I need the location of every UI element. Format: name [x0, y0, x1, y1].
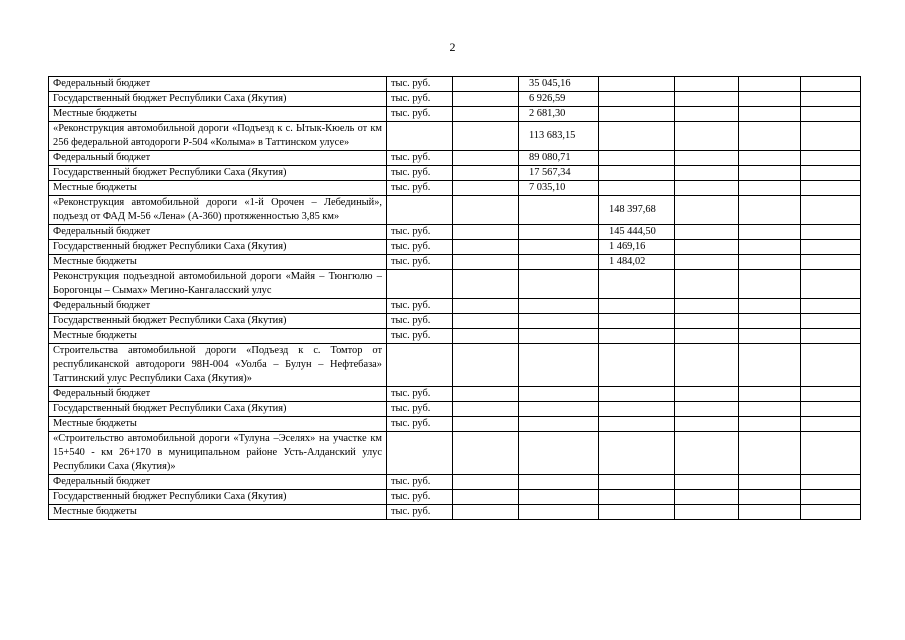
value-cell	[675, 432, 739, 475]
budget-source-cell: Местные бюджеты	[49, 329, 387, 344]
budget-source-cell: Федеральный бюджет	[49, 225, 387, 240]
budget-row	[49, 314, 861, 329]
value-cell	[739, 107, 801, 122]
value-cell	[519, 225, 599, 240]
value-cell	[801, 255, 861, 270]
budget-row	[49, 329, 861, 344]
value-cell	[675, 299, 739, 314]
value-cell	[801, 475, 861, 490]
budget-row	[49, 402, 861, 417]
project-row	[49, 122, 861, 151]
value-cell	[599, 475, 675, 490]
budget-source-cell: Федеральный бюджет	[49, 299, 387, 314]
value-cell	[739, 329, 801, 344]
value-cell	[599, 432, 675, 475]
budget-row	[49, 107, 861, 122]
value-cell: 89 080,71	[519, 151, 599, 166]
budget-table	[48, 76, 861, 520]
value-cell	[519, 475, 599, 490]
value-cell	[599, 490, 675, 505]
value-cell	[519, 255, 599, 270]
unit-cell: тыс. руб.	[387, 417, 453, 432]
value-cell	[675, 417, 739, 432]
value-cell	[739, 122, 801, 151]
value-cell	[739, 151, 801, 166]
value-cell	[801, 387, 861, 402]
budget-row	[49, 92, 861, 107]
value-cell	[599, 299, 675, 314]
budget-source-cell: Государственный бюджет Республики Саха (Якутия)	[49, 402, 387, 417]
value-cell	[453, 490, 519, 505]
value-cell	[739, 387, 801, 402]
value-cell	[519, 270, 599, 299]
value-cell	[675, 314, 739, 329]
value-cell	[519, 417, 599, 432]
value-cell	[675, 107, 739, 122]
value-cell	[599, 151, 675, 166]
value-cell	[739, 417, 801, 432]
value-cell	[599, 77, 675, 92]
value-cell	[739, 432, 801, 475]
unit-cell: тыс. руб.	[387, 402, 453, 417]
project-name-cell: «Строительство автомобильной дороги «Тулуна –Эселях» на участке км 15+540 - км 26+170 в муниципальном районе Усть-Алданский улус Республики Саха (Якутия)»	[49, 432, 387, 475]
value-cell	[453, 299, 519, 314]
value-cell	[739, 225, 801, 240]
budget-row	[49, 505, 861, 520]
budget-source-cell: Местные бюджеты	[49, 417, 387, 432]
value-cell	[739, 475, 801, 490]
budget-row	[49, 490, 861, 505]
value-cell	[675, 122, 739, 151]
value-cell	[801, 151, 861, 166]
value-cell	[453, 240, 519, 255]
budget-row	[49, 299, 861, 314]
budget-row	[49, 225, 861, 240]
value-cell	[801, 166, 861, 181]
unit-cell	[387, 344, 453, 387]
value-cell	[675, 77, 739, 92]
value-cell	[675, 225, 739, 240]
value-cell	[739, 270, 801, 299]
project-row	[49, 344, 861, 387]
value-cell	[675, 151, 739, 166]
value-cell	[453, 92, 519, 107]
value-cell	[453, 107, 519, 122]
unit-cell: тыс. руб.	[387, 240, 453, 255]
value-cell	[519, 344, 599, 387]
value-cell	[599, 402, 675, 417]
value-cell	[453, 77, 519, 92]
value-cell	[599, 329, 675, 344]
value-cell	[739, 196, 801, 225]
page-number: 2	[449, 40, 456, 54]
unit-cell	[387, 270, 453, 299]
value-cell	[801, 92, 861, 107]
table-body	[49, 77, 861, 520]
value-cell	[675, 387, 739, 402]
value-cell	[599, 270, 675, 299]
value-cell	[801, 432, 861, 475]
value-cell: 17 567,34	[519, 166, 599, 181]
budget-source-cell: Федеральный бюджет	[49, 77, 387, 92]
project-name-cell: «Реконструкция автомобильной дороги «1-й Орочен – Лебединый», подъезд от ФАД М-56 «Лена» (А-360) протяженностью 3,85 км»	[49, 196, 387, 225]
value-cell	[801, 240, 861, 255]
value-cell	[453, 344, 519, 387]
unit-cell: тыс. руб.	[387, 77, 453, 92]
value-cell	[599, 314, 675, 329]
unit-cell: тыс. руб.	[387, 225, 453, 240]
value-cell	[675, 505, 739, 520]
unit-cell: тыс. руб.	[387, 314, 453, 329]
value-cell	[453, 270, 519, 299]
unit-cell: тыс. руб.	[387, 490, 453, 505]
value-cell	[801, 329, 861, 344]
value-cell	[801, 122, 861, 151]
value-cell	[801, 417, 861, 432]
value-cell	[453, 314, 519, 329]
value-cell	[453, 225, 519, 240]
project-name-cell: Строительства автомобильной дороги «Подъезд к с. Томтор от республиканской автодороги 98Н-004 «Уолба – Булун – Нефтебаза» Таттинский улус Республики Саха (Якутия)»	[49, 344, 387, 387]
budget-row	[49, 417, 861, 432]
unit-cell: тыс. руб.	[387, 107, 453, 122]
value-cell	[675, 181, 739, 196]
value-cell	[453, 166, 519, 181]
budget-source-cell: Местные бюджеты	[49, 255, 387, 270]
value-cell	[519, 299, 599, 314]
value-cell	[599, 417, 675, 432]
budget-source-cell: Государственный бюджет Республики Саха (Якутия)	[49, 240, 387, 255]
value-cell	[519, 505, 599, 520]
value-cell	[519, 314, 599, 329]
value-cell	[801, 505, 861, 520]
budget-source-cell: Государственный бюджет Республики Саха (Якутия)	[49, 490, 387, 505]
project-row	[49, 432, 861, 475]
project-row	[49, 270, 861, 299]
value-cell	[801, 402, 861, 417]
value-cell	[599, 387, 675, 402]
value-cell	[453, 255, 519, 270]
budget-row	[49, 387, 861, 402]
value-cell	[675, 329, 739, 344]
value-cell	[453, 402, 519, 417]
unit-cell: тыс. руб.	[387, 166, 453, 181]
value-cell	[801, 344, 861, 387]
value-cell	[801, 181, 861, 196]
value-cell	[801, 225, 861, 240]
value-cell	[599, 122, 675, 151]
budget-row	[49, 151, 861, 166]
value-cell: 6 926,59	[519, 92, 599, 107]
unit-cell	[387, 432, 453, 475]
value-cell	[801, 196, 861, 225]
value-cell	[453, 387, 519, 402]
value-cell	[801, 270, 861, 299]
budget-row	[49, 181, 861, 196]
budget-source-cell: Государственный бюджет Республики Саха (Якутия)	[49, 314, 387, 329]
value-cell	[739, 505, 801, 520]
unit-cell: тыс. руб.	[387, 255, 453, 270]
value-cell	[675, 475, 739, 490]
budget-row	[49, 166, 861, 181]
value-cell	[675, 255, 739, 270]
value-cell	[675, 196, 739, 225]
unit-cell: тыс. руб.	[387, 329, 453, 344]
value-cell	[519, 196, 599, 225]
value-cell	[801, 314, 861, 329]
unit-cell: тыс. руб.	[387, 151, 453, 166]
project-name-cell: Реконструкция подъездной автомобильной дороги «Майя – Тюнгюлю – Борогонцы – Сымах» Мегино-Кангаласский улус	[49, 270, 387, 299]
value-cell	[453, 122, 519, 151]
value-cell	[801, 490, 861, 505]
unit-cell: тыс. руб.	[387, 299, 453, 314]
budget-source-cell: Федеральный бюджет	[49, 387, 387, 402]
value-cell	[801, 107, 861, 122]
value-cell	[599, 344, 675, 387]
budget-row	[49, 77, 861, 92]
value-cell	[599, 92, 675, 107]
value-cell	[453, 196, 519, 225]
budget-source-cell: Федеральный бюджет	[49, 475, 387, 490]
value-cell: 2 681,30	[519, 107, 599, 122]
value-cell	[675, 344, 739, 387]
value-cell: 113 683,15	[519, 122, 599, 151]
value-cell	[739, 77, 801, 92]
unit-cell: тыс. руб.	[387, 387, 453, 402]
unit-cell: тыс. руб.	[387, 475, 453, 490]
value-cell	[453, 181, 519, 196]
project-row	[49, 196, 861, 225]
value-cell	[739, 299, 801, 314]
value-cell	[675, 270, 739, 299]
value-cell: 145 444,50	[599, 225, 675, 240]
value-cell	[453, 417, 519, 432]
value-cell	[739, 240, 801, 255]
value-cell	[739, 314, 801, 329]
value-cell	[519, 432, 599, 475]
budget-source-cell: Местные бюджеты	[49, 181, 387, 196]
unit-cell: тыс. руб.	[387, 505, 453, 520]
unit-cell: тыс. руб.	[387, 92, 453, 107]
value-cell: 1 469,16	[599, 240, 675, 255]
budget-source-cell: Государственный бюджет Республики Саха (Якутия)	[49, 166, 387, 181]
value-cell	[519, 490, 599, 505]
value-cell	[599, 107, 675, 122]
value-cell	[519, 402, 599, 417]
value-cell	[599, 166, 675, 181]
budget-source-cell: Государственный бюджет Республики Саха (Якутия)	[49, 92, 387, 107]
value-cell	[675, 402, 739, 417]
value-cell: 35 045,16	[519, 77, 599, 92]
value-cell	[739, 166, 801, 181]
value-cell	[801, 299, 861, 314]
value-cell	[739, 344, 801, 387]
budget-source-cell: Местные бюджеты	[49, 505, 387, 520]
unit-cell: тыс. руб.	[387, 181, 453, 196]
value-cell	[739, 402, 801, 417]
budget-row	[49, 240, 861, 255]
value-cell	[675, 240, 739, 255]
value-cell: 148 397,68	[599, 196, 675, 225]
value-cell	[453, 475, 519, 490]
value-cell	[801, 77, 861, 92]
value-cell	[675, 166, 739, 181]
value-cell	[599, 181, 675, 196]
value-cell	[739, 490, 801, 505]
value-cell	[599, 505, 675, 520]
value-cell	[519, 387, 599, 402]
value-cell	[519, 240, 599, 255]
budget-source-cell: Федеральный бюджет	[49, 151, 387, 166]
value-cell	[739, 255, 801, 270]
value-cell	[675, 490, 739, 505]
value-cell	[453, 505, 519, 520]
value-cell	[675, 92, 739, 107]
value-cell	[453, 151, 519, 166]
unit-cell	[387, 196, 453, 225]
value-cell	[739, 181, 801, 196]
budget-row	[49, 475, 861, 490]
value-cell	[453, 329, 519, 344]
value-cell	[519, 329, 599, 344]
value-cell: 7 035,10	[519, 181, 599, 196]
unit-cell	[387, 122, 453, 151]
project-name-cell: «Реконструкция автомобильной дороги «Подъезд к с. Ытык-Кюель от км 256 федеральной автодороги Р-504 «Колыма» в Таттинском улусе»	[49, 122, 387, 151]
budget-source-cell: Местные бюджеты	[49, 107, 387, 122]
budget-row	[49, 255, 861, 270]
value-cell	[739, 92, 801, 107]
value-cell	[453, 432, 519, 475]
value-cell: 1 484,02	[599, 255, 675, 270]
